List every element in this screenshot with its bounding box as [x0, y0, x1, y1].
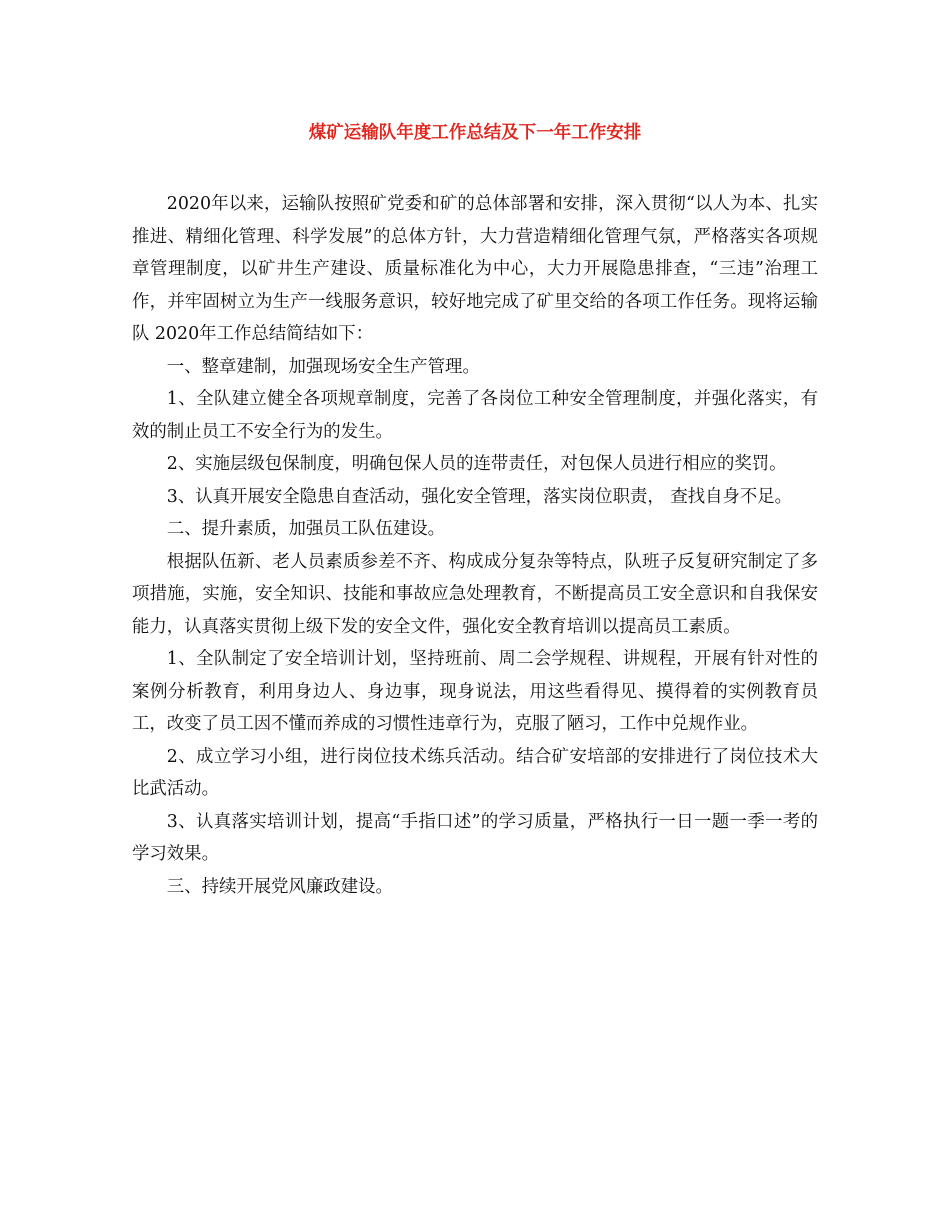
paragraph-1-2: 2、实施层级包保制度，明确包保人员的连带责任，对包保人员进行相应的奖罚。: [166, 454, 787, 474]
paragraph-2-2: 2、成立学习小组，进行岗位技术练兵活动。结合矿安培部的安排进行了岗位技术大比武活动。: [132, 746, 818, 799]
paragraph-2-1: 1、全队制定了安全培训计划，坚持班前、周二会学规程、讲规程，开展有针对性的案例分析教育，利用身边人、身边事，现身说法，用这些看得见、摸得着的实例教育员工，改变了员工因不懂而养成的习惯性违章行为，克服了陋习，工作中兑规作业。: [132, 649, 818, 734]
paragraph-1-1: 1、全队建立健全各项规章制度，完善了各岗位工种安全管理制度，并强化落实，有效的制止员工不安全行为的发生。: [132, 389, 818, 442]
paragraph-1-3: 3、认真开展安全隐患自查活动，强化安全管理，落实岗位职责， 查找自身不足。: [166, 486, 793, 507]
paragraph-2-intro: 根据队伍新、老人员素质参差不齐、构成成分复杂等特点，队班子反复研究制定了多项措施，实施，安全知识、技能和事故应急处理教育，不断提高员工安全意识和自我保安能力，认真落实贯彻上级下发的安全文件，强化安全教育培训以提高员工素质。: [132, 551, 818, 637]
paragraph-2-3: 3、认真落实培训计划，提高“手指口述”的学习质量，严格执行一日一题一季一考的学习效果。: [132, 811, 818, 864]
document-title: 煤矿运输队年度工作总结及下一年工作安排: [308, 123, 642, 143]
document-body: [132, 188, 818, 903]
section-heading-3: 三、持续开展党风廉政建设。: [166, 876, 393, 897]
section-heading-2: 二、提升素质，加强员工队伍建设。: [166, 519, 446, 539]
section-heading-1: 一、整章建制，加强现场安全生产管理。: [166, 356, 480, 377]
paragraph-intro: 2020年以来，运输队按照矿党委和矿的总体部署和安排，深入贯彻“以人为本、扎实推进、精细化管理、科学发展”的总体方针，大力营造精细化管理气氛，严格落实各项规章管理制度，以矿井生产建设、质量标准化为中心，大力开展隐患排查，“三违”治理工作，并牢固树立为生产一线服务意识，较好地完成了矿里交给的各项工作任务。现将运输队 2020年工作总结简结如下：: [132, 194, 818, 344]
